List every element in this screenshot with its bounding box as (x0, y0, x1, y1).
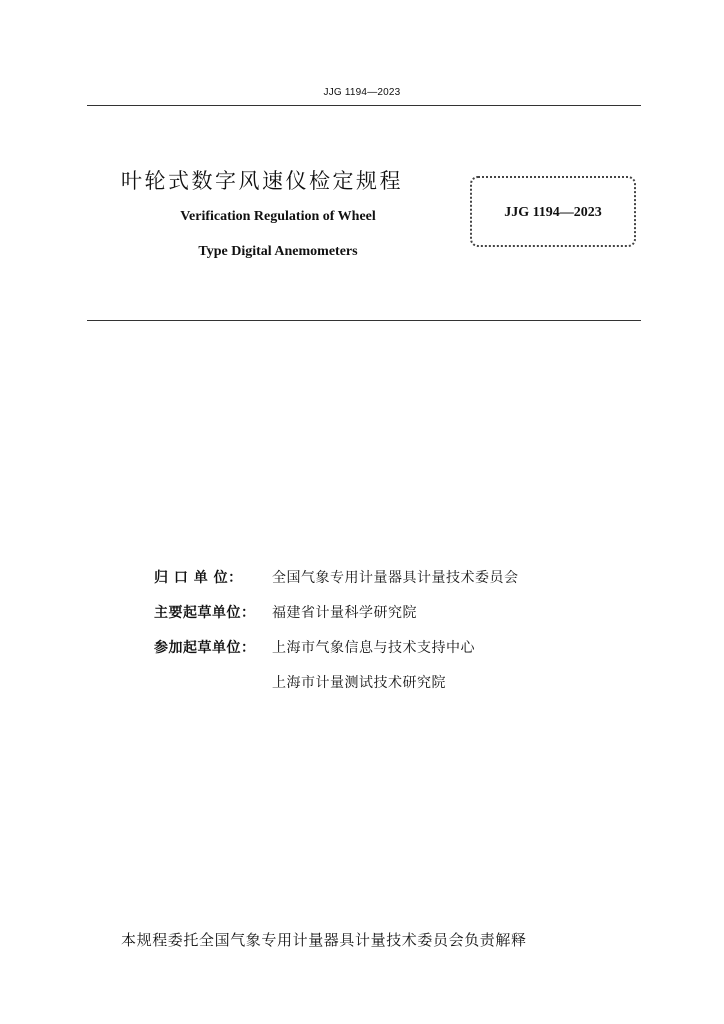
responsible-unit-label: 归 口 单 位： (154, 570, 243, 586)
drafting-unit-label: 主要起草单位： (154, 605, 256, 621)
participating-unit-label: 参加起草单位： (154, 640, 256, 656)
regulation-code: JJG 1194—2023 (504, 205, 602, 220)
participating-unit-value-1: 上海市气象信息与技术支持中心 (272, 640, 475, 656)
responsible-unit-value: 全国气象专用计量器具计量技术委员会 (272, 570, 519, 586)
header-divider (87, 105, 641, 106)
participating-unit-value-2: 上海市计量测试技术研究院 (272, 675, 446, 691)
title-chinese: 叶轮式数字风速仪检定规程 (121, 169, 403, 193)
title-divider (87, 320, 641, 321)
interpretation-note: 本规程委托全国气象专用计量器具计量技术委员会负责解释 (121, 931, 527, 949)
running-header-code: JJG 1194—2023 (323, 87, 401, 98)
title-english-line2: Type Digital Anemometers (198, 244, 358, 259)
title-english-line1: Verification Regulation of Wheel (180, 209, 376, 224)
drafting-unit-value: 福建省计量科学研究院 (272, 605, 417, 621)
